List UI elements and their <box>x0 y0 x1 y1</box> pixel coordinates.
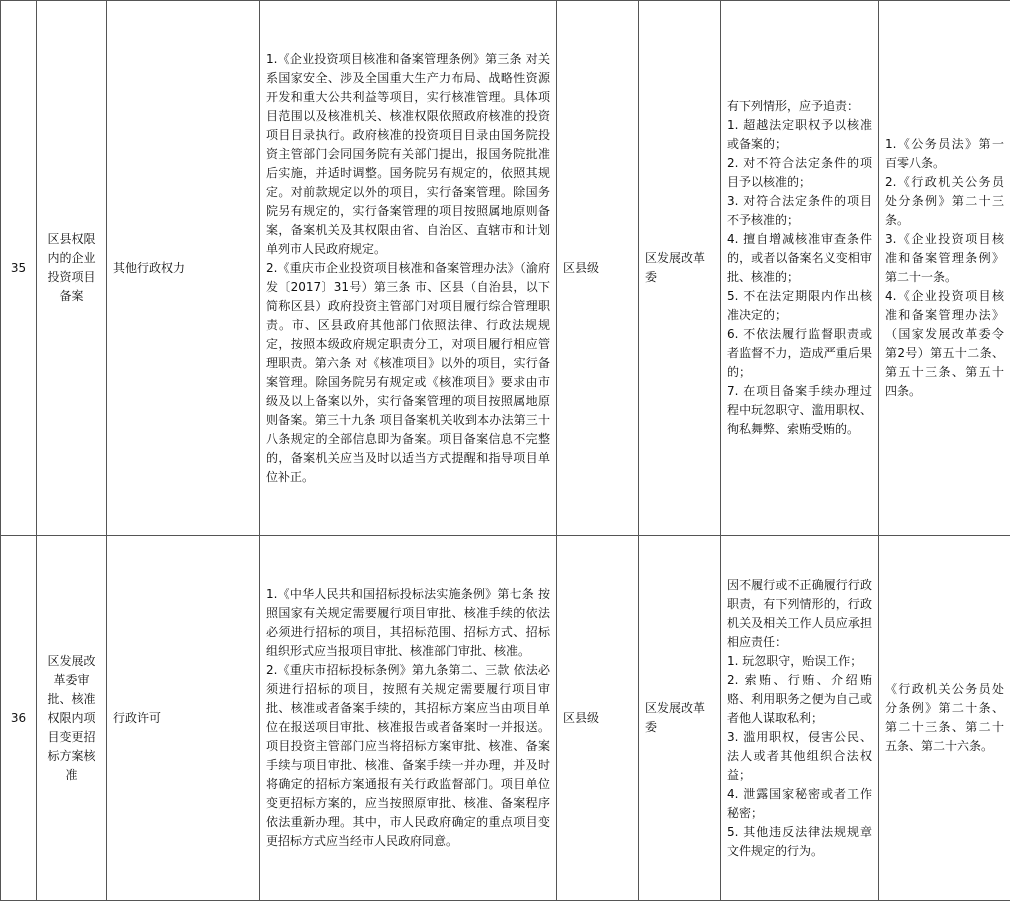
liability-line: 3. 滥用职权，侵害公民、法人或者其他组织合法权益； <box>727 729 872 782</box>
law-line: 4.《企业投资项目核准和备案管理办法》（国家发展改革委令第2号）第五十二条、第五十三条、第五十四条。 <box>885 289 1004 398</box>
liability-line: 4. 泄露国家秘密或者工作秘密； <box>727 786 872 820</box>
liability-line: 因不履行或不正确履行行政职责，有下列情形的，行政机关及相关工作人员应承担相应责任： <box>727 577 872 649</box>
power-type: 行政许可 <box>107 536 260 901</box>
law-line: 《行政机关公务员处分条例》第二十条、第二十三条、第二十五条、第二十六条。 <box>885 682 1004 753</box>
liability-line: 2. 索贿、行贿、介绍贿赂、利用职务之便为自己或者他人谋取私利； <box>727 672 872 725</box>
item-name: 区发展改革委审批、核准权限内项目变更招标方案核准 <box>37 536 107 901</box>
responsible-dept: 区发展改革委 <box>639 1 721 536</box>
basis-paragraph: 1.《企业投资项目核准和备案管理条例》第三条 对关系国家安全、涉及全国重大生产力布局、战略性资源开发和重大公共利益等项目，实行核准管理。具体项目范围以及核准机关、核准权限依照政府核准的投资项目目录执行。政府核准的投资项目目录由国务院投资主管部门会同国务院有关部门提出，报国务院批准后实施，并适时调整。国务院另有规定的，依照其规定。对前款规定以外的项目，实行备案管理。除国务院另有规定的，实行备案管理的项目按照属地原则备案，备案机关及其权限由省、自治区、直辖市和计划单列市人民政府规定。 <box>266 51 550 256</box>
liability-line: 7. 在项目备案手续办理过程中玩忽职守、滥用职权、徇私舞弊、索贿受贿的。 <box>727 384 872 436</box>
responsible-dept: 区发展改革委 <box>639 536 721 901</box>
law-line: 3.《企业投资项目核准和备案管理条例》第二十一条。 <box>885 232 1004 284</box>
basis-paragraph: 2.《重庆市企业投资项目核准和备案管理办法》（渝府发〔2017〕31号）第三条 市、区县（自治县，以下简称区县）政府投资主管部门对项目履行综合管理职责。市、区县政府其他部门依照法律、行政法规规定，按照本级政府规定职责分工，对项目履行相应管理职责。第六条 对《核准项目》以外的项目，实行备案管理。除国务院另有规定或《核准项目》要求由市级及以上备案以外，实行备案管理的项目按照属地原则备案。第三十九条 项目备案机关收到本办法第三十八条规定的全部信息即为备案。项目备案信息不完整的，备案机关应当及时以适当方式提醒和指导项目单位补正。 <box>266 260 550 484</box>
item-name: 区县权限内的企业投资项目备案 <box>37 1 107 536</box>
liability-line: 5. 不在法定期限内作出核准决定的； <box>727 289 872 322</box>
law-line: 2.《行政机关公务员处分条例》第二十三条。 <box>885 175 1004 227</box>
admin-level: 区县级 <box>557 536 639 901</box>
law-references <box>879 536 1010 901</box>
liability-line: 有下列情形，应予追责： <box>727 99 860 113</box>
row-number: 35 <box>1 1 37 536</box>
liability-cases <box>721 1 879 536</box>
legal-basis <box>260 1 557 536</box>
liability-line: 5. 其他违反法律法规规章文件规定的行为。 <box>727 824 872 858</box>
liability-line: 6. 不依法履行监督职责或者监督不力，造成严重后果的； <box>727 327 872 379</box>
liability-cases <box>721 536 879 901</box>
liability-line: 3. 对符合法定条件的项目不予核准的； <box>727 194 872 227</box>
power-type: 其他行政权力 <box>107 1 260 536</box>
admin-level: 区县级 <box>557 1 639 536</box>
liability-line: 1. 超越法定职权予以核准或备案的； <box>727 118 872 151</box>
law-line: 1.《公务员法》第一百零八条。 <box>885 137 1004 170</box>
table-row <box>1 536 1010 901</box>
liability-line: 1. 玩忽职守，贻误工作； <box>727 653 863 668</box>
basis-paragraph: 1.《中华人民共和国招标投标法实施条例》第七条 按照国家有关规定需要履行项目审批、核准手续的依法必须进行招标的项目，其招标范围、招标方式、招标组织形式应当报项目审批、核准部门审批、核准。 <box>266 587 550 658</box>
basis-paragraph: 2.《重庆市招标投标条例》第九条第二、三款 依法必须进行招标的项目，按照有关规定需要履行项目审批、核准或者备案手续的，其招标方案应当由项目单位在报送项目审批、核准报告或者备案时一并报送。项目投资主管部门应当将招标方案审批、核准、备案手续与项目审批、核准、备案手续一并办理，并及时将确定的招标方案通报有关行政监督部门。项目单位变更招标方案的，应当按照原审批、核准、备案程序依法重新办理。其中，市人民政府确定的重点项目变更招标方式应当经市人民政府同意。 <box>266 663 550 848</box>
liability-line: 2. 对不符合法定条件的项目予以核准的； <box>727 156 872 189</box>
table-row <box>1 1 1010 536</box>
row-number: 36 <box>1 536 37 901</box>
law-references <box>879 1 1010 536</box>
legal-basis <box>260 536 557 901</box>
liability-line: 4. 擅自增减核准审查条件的，或者以备案名义变相审批、核准的； <box>727 232 872 284</box>
